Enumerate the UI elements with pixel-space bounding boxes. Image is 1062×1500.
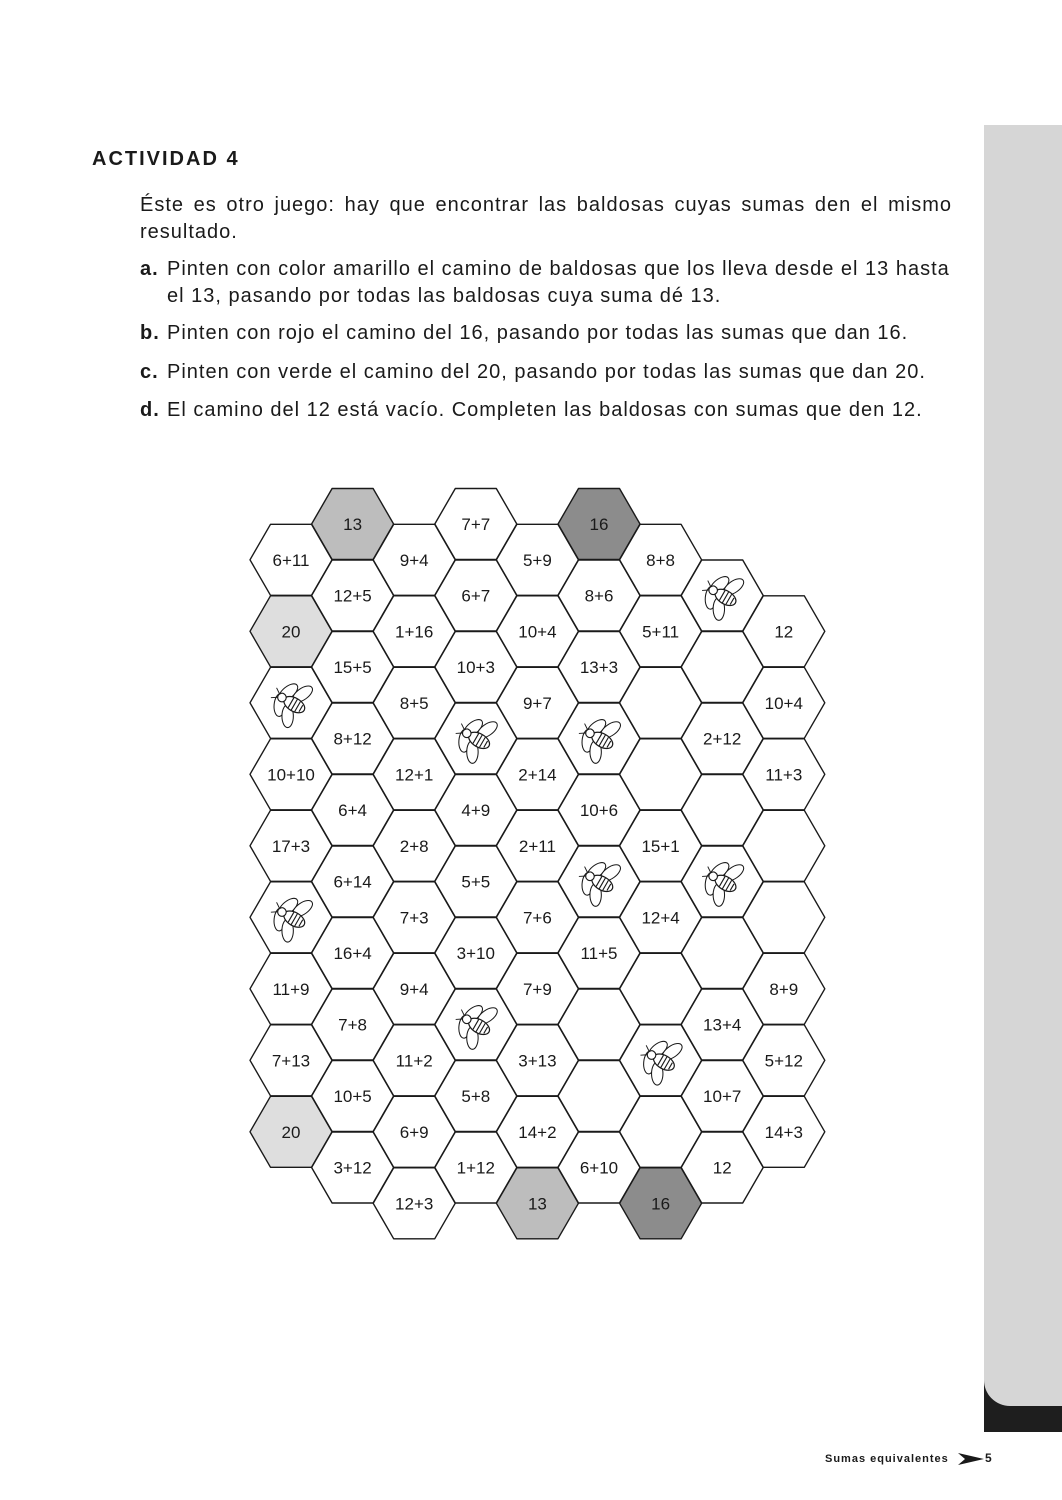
hex-tile-label: 2+8 bbox=[399, 836, 429, 856]
footer-section-title: Sumas equivalentes bbox=[825, 1453, 949, 1465]
hex-tile-label: 5+8 bbox=[461, 1087, 491, 1106]
hex-tile-label: 5+5 bbox=[461, 872, 491, 892]
hex-tile-label: 1+12 bbox=[456, 1158, 495, 1178]
hex-tile-label: 20 bbox=[281, 622, 301, 642]
hex-tile-label: 10+4 bbox=[764, 693, 803, 713]
hex-tile-label: 13+3 bbox=[579, 658, 619, 677]
hex-tile-label: 9+7 bbox=[522, 693, 552, 713]
hex-tile-label: 10+6 bbox=[579, 801, 619, 820]
item-mark: b. bbox=[140, 322, 160, 344]
hex-tile-label: 10+3 bbox=[456, 658, 495, 677]
hex-tile-label: 5+9 bbox=[522, 550, 552, 570]
hex-tile-label: 9+4 bbox=[399, 979, 429, 999]
hex-tile-label: 12 bbox=[712, 1158, 732, 1178]
hex-tile-label: 11+2 bbox=[395, 1051, 433, 1071]
hex-tile-label: 6+11 bbox=[272, 550, 310, 570]
item-text: Pinten con rojo el camino del 16, pasando por todas las sumas que dan 16. bbox=[167, 322, 909, 344]
hex-tile-label: 3+12 bbox=[333, 1158, 372, 1178]
hex-tile-label: 11+9 bbox=[272, 979, 310, 999]
hex-tile-label: 3+13 bbox=[518, 1051, 557, 1071]
hex-tile-label: 8+12 bbox=[333, 729, 372, 749]
hex-tile-label: 8+8 bbox=[646, 550, 676, 570]
hex-tile-label: 1+16 bbox=[395, 622, 434, 642]
hex-tile-label: 12+3 bbox=[395, 1194, 434, 1214]
hex-tile-label: 6+7 bbox=[461, 586, 491, 606]
hex-tile-label: 5+11 bbox=[642, 622, 680, 642]
hex-tile-label: 7+8 bbox=[338, 1015, 368, 1035]
hex-tile-label: 16 bbox=[589, 515, 609, 534]
hex-tile-label: 6+14 bbox=[333, 872, 372, 892]
hex-tile-label: 3+10 bbox=[456, 944, 495, 963]
hex-tile-label: 6+10 bbox=[579, 1158, 619, 1178]
hex-tile-label: 15+1 bbox=[641, 836, 680, 856]
hex-tile-label: 8+9 bbox=[769, 979, 799, 999]
hex-tile-label: 16 bbox=[651, 1194, 671, 1214]
hex-tile-label: 10+10 bbox=[267, 765, 315, 785]
hex-tile-label: 10+7 bbox=[703, 1087, 742, 1106]
hex-tile-label: 11+3 bbox=[765, 765, 803, 785]
hex-tile-label: 2+11 bbox=[518, 836, 556, 856]
hex-tile-label: 8+6 bbox=[584, 586, 614, 606]
item-mark: d. bbox=[140, 399, 160, 421]
hex-tile-label: 12+1 bbox=[395, 765, 434, 785]
hex-tile-label: 13+4 bbox=[703, 1015, 742, 1035]
hex-tile-label: 6+9 bbox=[399, 1122, 429, 1142]
hex-tile-label: 13 bbox=[527, 1194, 547, 1214]
hex-tile-label: 2+14 bbox=[518, 765, 557, 785]
item-text: El camino del 12 está vacío. Completen las baldosas con sumas que den 12. bbox=[167, 399, 923, 421]
activity-title: ACTIVIDAD 4 bbox=[92, 148, 240, 170]
hex-tile-label: 14+2 bbox=[518, 1122, 557, 1142]
arrow-icon bbox=[958, 1452, 984, 1466]
item-mark: c. bbox=[140, 361, 159, 383]
hex-tile-label: 15+5 bbox=[333, 658, 372, 677]
hex-tile-label: 20 bbox=[281, 1122, 301, 1142]
hex-tile-label: 10+4 bbox=[518, 622, 557, 642]
hex-tile-label: 10+5 bbox=[333, 1087, 372, 1106]
hex-tile-label: 5+12 bbox=[764, 1051, 803, 1071]
hex-tile-label: 12+4 bbox=[641, 908, 680, 928]
hex-tile-label: 4+9 bbox=[461, 801, 491, 820]
hex-tile-label: 6+4 bbox=[338, 801, 368, 820]
hex-tile-label: 11+5 bbox=[580, 944, 618, 963]
item-text: Pinten con verde el camino del 20, pasando por todas las sumas que dan 20. bbox=[167, 361, 926, 383]
hex-tile-label: 7+6 bbox=[522, 908, 552, 928]
hex-tile-label: 8+5 bbox=[399, 693, 429, 713]
hex-tile-label: 7+13 bbox=[271, 1051, 311, 1071]
hex-tile-label: 7+3 bbox=[399, 908, 429, 928]
hex-tile-label: 17+3 bbox=[271, 836, 311, 856]
hex-tile-label: 7+7 bbox=[461, 515, 491, 534]
hex-tile-label: 9+4 bbox=[399, 550, 429, 570]
item-mark: a. bbox=[140, 258, 159, 280]
hex-tile-label: 16+4 bbox=[333, 944, 372, 963]
hex-tile-label: 14+3 bbox=[764, 1122, 803, 1142]
page-number: 5 bbox=[985, 1451, 992, 1465]
hex-tile-label: 2+12 bbox=[703, 729, 742, 749]
hex-tile-label: 12 bbox=[774, 622, 794, 642]
hex-tile-label: 7+9 bbox=[522, 979, 552, 999]
hex-tile-label: 13 bbox=[343, 515, 363, 534]
hex-tile-label: 12+5 bbox=[333, 586, 372, 606]
item-text: Pinten con color amarillo el camino de baldosas que los lleva desde el 13 hasta el 13, pasando por todas las baldosas cuya suma dé 13. bbox=[167, 258, 950, 307]
activity-intro: Éste es otro juego: hay que encontrar las baldosas cuyas sumas den el mismo resultado. bbox=[140, 194, 952, 243]
